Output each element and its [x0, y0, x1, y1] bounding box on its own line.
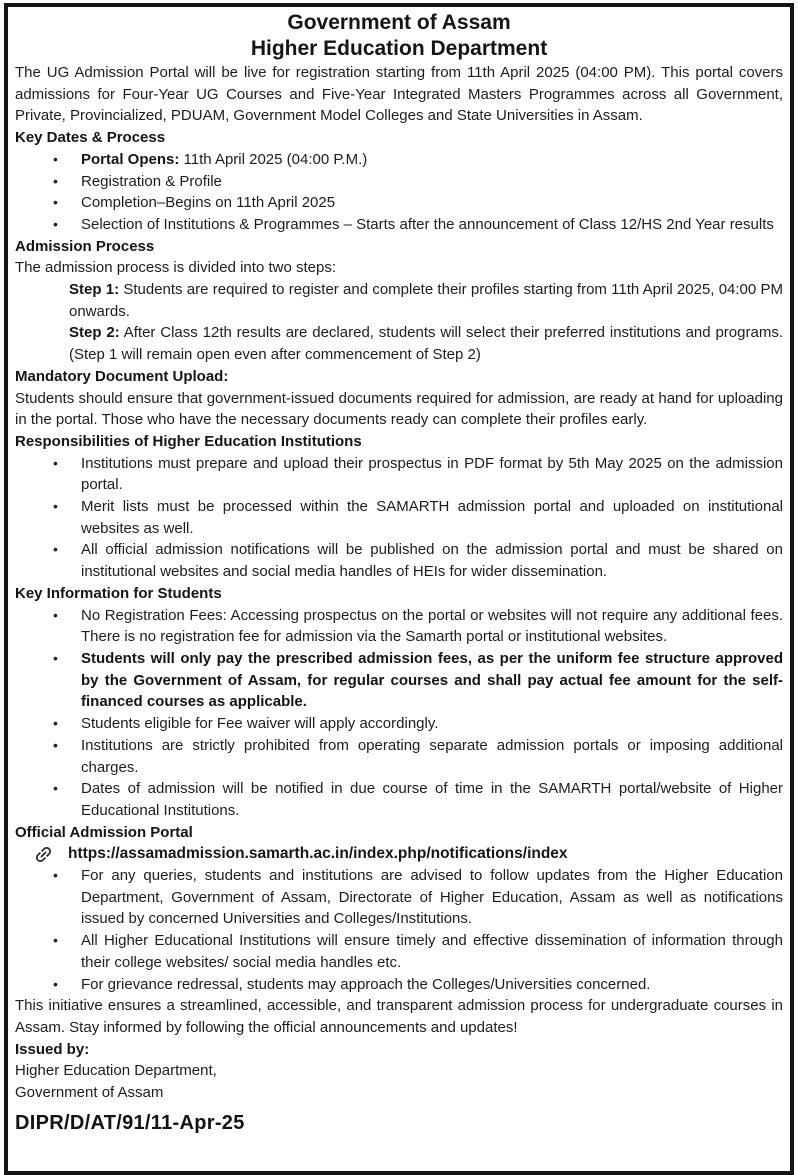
chain-link-icon	[33, 844, 54, 865]
list-item	[15, 171, 783, 193]
bullet-icon	[53, 713, 81, 735]
bullet-text: Registration & Profile	[81, 172, 222, 190]
portal-url-link[interactable]: https://assamadmission.samarth.ac.in/index.php/notifications/index	[68, 845, 568, 863]
portal-link-row	[15, 843, 783, 865]
closing-paragraph: This initiative ensures a streamlined, accessible, and transparent admission process for undergraduate courses in Assam. Stay informed by following the official announcements and updates!	[15, 997, 783, 1036]
step-2-paragraph: Step 2: After Class 12th results are declared, students will select their preferred institutions and programs. (Step 1 will remain open even after commencement of Step 2)	[69, 324, 783, 364]
bullet-text: Completion–Begins on 11th April 2025	[81, 194, 336, 212]
bullet-text: Institutions must prepare and upload their prospectus in PDF format by 5th May 2025 on the admission portal.	[81, 454, 783, 494]
list-item	[15, 865, 783, 930]
bullet-text: Portal Opens: 11th April 2025 (04:00 P.M.)	[81, 150, 368, 168]
heading-key-information: Key Information for Students	[15, 584, 222, 602]
bullet-text: For any queries, students and institutions are advised to follow updates from the Higher Education Department, Government of Assam, Directorate of Higher Education, Assam as well as notifications issued by concerned Universities and Colleges/Institutions.	[81, 867, 783, 928]
dipr-reference-number: DIPR/D/AT/91/11-Apr-25	[15, 1111, 245, 1134]
list-item	[15, 453, 783, 496]
bullet-icon	[53, 149, 81, 171]
list-item	[15, 648, 783, 713]
admission-process-lead: The admission process is divided into two steps:	[15, 259, 336, 277]
issuer-department-line: Higher Education Department,	[15, 1062, 217, 1080]
heading-official-portal: Official Admission Portal	[15, 823, 193, 841]
bullet-icon	[53, 192, 81, 214]
bullet-icon	[53, 865, 81, 930]
bullet-text: No Registration Fees: Accessing prospectus on the portal or websites will not require any additional fees. There is no registration fee for admission via the Samarth portal or institutional websites.	[81, 606, 783, 646]
list-item	[15, 539, 783, 582]
bullet-icon	[53, 539, 81, 582]
heading-responsibilities: Responsibilities of Higher Education Institutions	[15, 432, 362, 450]
title-line-government: Government of Assam	[287, 11, 511, 34]
list-item	[15, 713, 783, 735]
bullet-icon	[53, 735, 81, 778]
intro-paragraph: The UG Admission Portal will be live for registration starting from 11th April 2025 (04:00 PM). This portal covers admissions for Four-Year UG Courses and Five-Year Integrated Masters Programmes across all Government, Private, Provincialized, PDUAM, Government Model Colleges and State Universities in Assam.	[15, 64, 783, 125]
list-item	[15, 192, 783, 214]
list-item	[15, 149, 783, 171]
heading-admission-process: Admission Process	[15, 237, 155, 255]
bullet-icon	[53, 496, 81, 539]
step-1-paragraph: Step 1: Students are required to register and complete their profiles starting from 11th April 2025, 04:00 PM onwards.	[69, 281, 783, 320]
title-line-department: Higher Education Department	[250, 37, 548, 60]
mandatory-upload-paragraph: Students should ensure that government-issued documents required for admission, are ready at hand for uploading in the portal. Those who have the necessary documents ready can complete their profiles early.	[15, 389, 783, 429]
key-information-list	[15, 605, 783, 822]
list-item	[15, 930, 783, 973]
list-item	[15, 605, 783, 648]
list-item	[15, 974, 783, 996]
responsibilities-list	[15, 453, 783, 583]
bullet-icon	[53, 974, 81, 996]
bullet-text: For grievance redressal, students may approach the Colleges/Universities concerned.	[81, 975, 651, 993]
bullet-icon	[53, 453, 81, 496]
heading-key-dates: Key Dates & Process	[15, 129, 166, 147]
bullet-text: Merit lists must be processed within the SAMARTH admission portal and uploaded on institutional websites as well.	[81, 498, 783, 537]
bullet-icon	[53, 930, 81, 973]
bullet-text: Selection of Institutions & Programmes – Starts after the announcement of Class 12/HS 2nd Year results	[81, 215, 774, 233]
notice-border-frame	[4, 3, 794, 1175]
list-item	[15, 778, 783, 821]
list-item	[15, 496, 783, 539]
issuer-government-line: Government of Assam	[15, 1084, 164, 1102]
bullet-text-bold-fee-notice: Students will only pay the prescribed admission fees, as per the uniform fee structure approved by the Government of Assam, for regular courses and shall pay actual fee amount for the self-financed courses as applicable.	[81, 649, 783, 711]
bullet-text: Students eligible for Fee waiver will apply accordingly.	[81, 715, 439, 733]
bullet-text: All Higher Educational Institutions will ensure timely and effective dissemination of information through their college websites/ social media handles etc.	[81, 932, 783, 971]
heading-mandatory-upload: Mandatory Document Upload:	[15, 367, 229, 385]
bullet-icon	[53, 605, 81, 648]
bullet-text: All official admission notifications will be published on the admission portal and must be shared on institutional websites and social media handles of HEIs for wider dissemination.	[81, 541, 783, 581]
list-item	[15, 214, 783, 236]
key-dates-list	[15, 149, 783, 236]
bullet-icon	[53, 648, 81, 713]
heading-issued-by: Issued by:	[15, 1040, 90, 1058]
page-title	[15, 10, 783, 62]
bullet-icon	[53, 214, 81, 236]
bullet-text: Dates of admission will be notified in due course of time in the SAMARTH portal/website of Higher Educational Institutions.	[81, 780, 783, 819]
portal-notes-list	[15, 865, 783, 995]
bullet-text: Institutions are strictly prohibited from operating separate admission portals or imposing additional charges.	[81, 736, 783, 776]
list-item	[15, 735, 783, 778]
bullet-icon	[53, 778, 81, 821]
bullet-icon	[53, 171, 81, 193]
